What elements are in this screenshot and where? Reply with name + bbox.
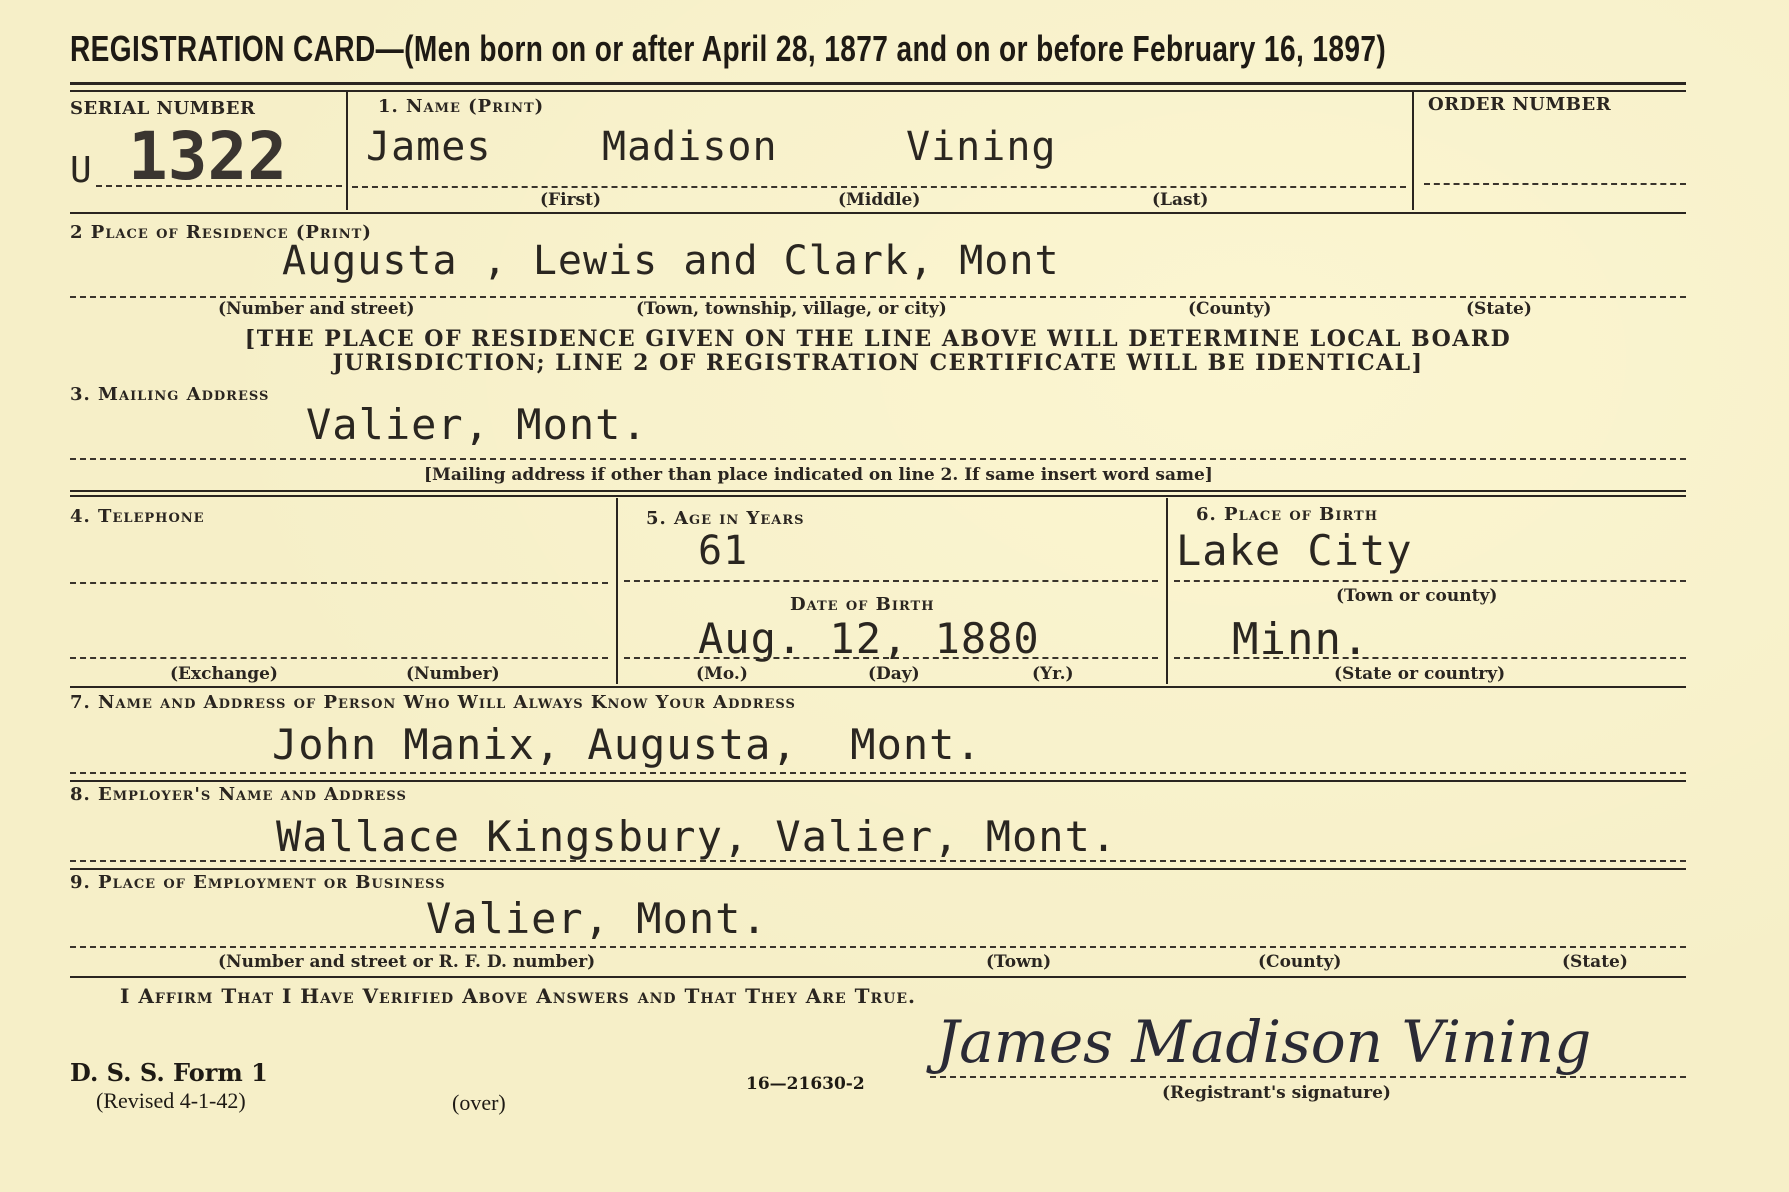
middle-caption: (Middle) xyxy=(838,190,921,210)
name-label: 1. Name (Print) xyxy=(378,96,545,117)
divider xyxy=(616,498,618,684)
rule xyxy=(70,212,1686,214)
employer-value: Wallace Kingsbury, Valier, Mont. xyxy=(276,812,1118,861)
order-label: ORDER NUMBER xyxy=(1428,94,1612,115)
dob-value: Aug. 12, 1880 xyxy=(698,614,1040,663)
order-line xyxy=(1424,183,1686,185)
signature-caption: (Registrant's signature) xyxy=(1162,1083,1391,1103)
birthplace-label: 6. Place of Birth xyxy=(1196,504,1378,525)
employment-label: 9. Place of Employment or Business xyxy=(70,872,446,893)
employment-state-caption: (State) xyxy=(1562,952,1628,972)
residence-town-caption: (Town, township, village, or city) xyxy=(636,299,947,319)
birth-town-caption: (Town or county) xyxy=(1336,586,1498,606)
mailing-label: 3. Mailing Address xyxy=(70,384,270,405)
residence-value: Augusta , Lewis and Clark, Mont xyxy=(282,238,1060,284)
residence-label: 2 Place of Residence (Print) xyxy=(70,222,372,243)
serial-prefix: U xyxy=(70,150,93,191)
month-caption: (Mo.) xyxy=(696,664,748,684)
divider xyxy=(346,92,348,210)
header-rule xyxy=(70,82,1686,85)
employer-line xyxy=(70,860,1686,862)
over-note: (over) xyxy=(452,1090,506,1115)
rule xyxy=(70,686,1686,688)
rule xyxy=(70,490,1686,497)
mailing-note: [Mailing address if other than place indicated on line 2. If same insert word same] xyxy=(424,465,1213,485)
rule xyxy=(70,868,1686,870)
residence-street-caption: (Number and street) xyxy=(218,299,415,319)
age-line xyxy=(624,580,1158,582)
form-number: D. S. S. Form 1 xyxy=(70,1058,268,1087)
serial-number: 1322 xyxy=(128,118,287,195)
affirmation-text: I Affirm That I Have Verified Above Answers and That They Are True. xyxy=(120,984,916,1008)
residence-notice-line1: [THE PLACE OF RESIDENCE GIVEN ON THE LINE ABOVE WILL DETERMINE LOCAL BOARD xyxy=(244,326,1512,352)
number-caption: (Number) xyxy=(406,664,500,684)
contact-value: John Manix, Augusta, Mont. xyxy=(272,720,982,769)
telephone-line xyxy=(70,582,608,584)
first-name: James xyxy=(366,124,492,170)
employment-county-caption: (County) xyxy=(1258,952,1342,972)
name-line xyxy=(352,186,1406,188)
employment-street-caption: (Number and street or R. F. D. number) xyxy=(218,952,596,972)
card-title: REGISTRATION CARD—(Men born on or after April 28, 1877 and on or before February 16, 1897) xyxy=(70,28,1387,69)
age-label: 5. Age in Years xyxy=(646,508,805,529)
rule xyxy=(70,780,1686,782)
birth-town-line xyxy=(1174,580,1686,582)
middle-name: Madison xyxy=(602,124,778,170)
last-caption: (Last) xyxy=(1152,190,1209,210)
serial-line xyxy=(96,185,342,187)
residence-line xyxy=(70,296,1686,298)
birth-town: Lake City xyxy=(1176,526,1413,575)
contact-label: 7. Name and Address of Person Who Will Always Know Your Address xyxy=(70,692,796,713)
form-revision: (Revised 4-1-42) xyxy=(96,1088,246,1113)
residence-county-caption: (County) xyxy=(1188,299,1272,319)
divider xyxy=(1412,92,1414,210)
mailing-line xyxy=(70,458,1686,460)
day-caption: (Day) xyxy=(868,664,920,684)
employment-value: Valier, Mont. xyxy=(426,894,768,943)
first-caption: (First) xyxy=(540,190,601,210)
employment-town-caption: (Town) xyxy=(986,952,1052,972)
telephone-label: 4. Telephone xyxy=(70,506,205,527)
contact-line xyxy=(70,772,1686,774)
signature-line xyxy=(930,1076,1686,1078)
header-rule-2 xyxy=(70,90,1686,92)
divider xyxy=(1166,498,1168,684)
serial-label: SERIAL NUMBER xyxy=(70,98,256,119)
age-value: 61 xyxy=(698,528,749,574)
print-code: 16—21630-2 xyxy=(746,1074,865,1094)
telephone-line-2 xyxy=(70,657,608,659)
exchange-caption: (Exchange) xyxy=(170,664,278,684)
birth-state-caption: (State or country) xyxy=(1334,664,1506,684)
birth-state: Minn. xyxy=(1232,614,1370,665)
employment-line xyxy=(70,946,1686,948)
employer-label: 8. Employer's Name and Address xyxy=(70,784,407,805)
dob-line xyxy=(624,657,1158,659)
residence-state-caption: (State) xyxy=(1466,299,1532,319)
last-name: Vining xyxy=(906,124,1057,170)
mailing-value: Valier, Mont. xyxy=(306,400,648,449)
residence-notice-line2: JURISDICTION; LINE 2 OF REGISTRATION CERTIFICATE WILL BE IDENTICAL] xyxy=(332,350,1424,376)
registrant-signature: James Madison Vining xyxy=(936,1008,1592,1076)
rule xyxy=(70,976,1686,978)
year-caption: (Yr.) xyxy=(1032,664,1074,684)
birth-state-line xyxy=(1174,657,1686,659)
dob-label: Date of Birth xyxy=(790,594,935,615)
